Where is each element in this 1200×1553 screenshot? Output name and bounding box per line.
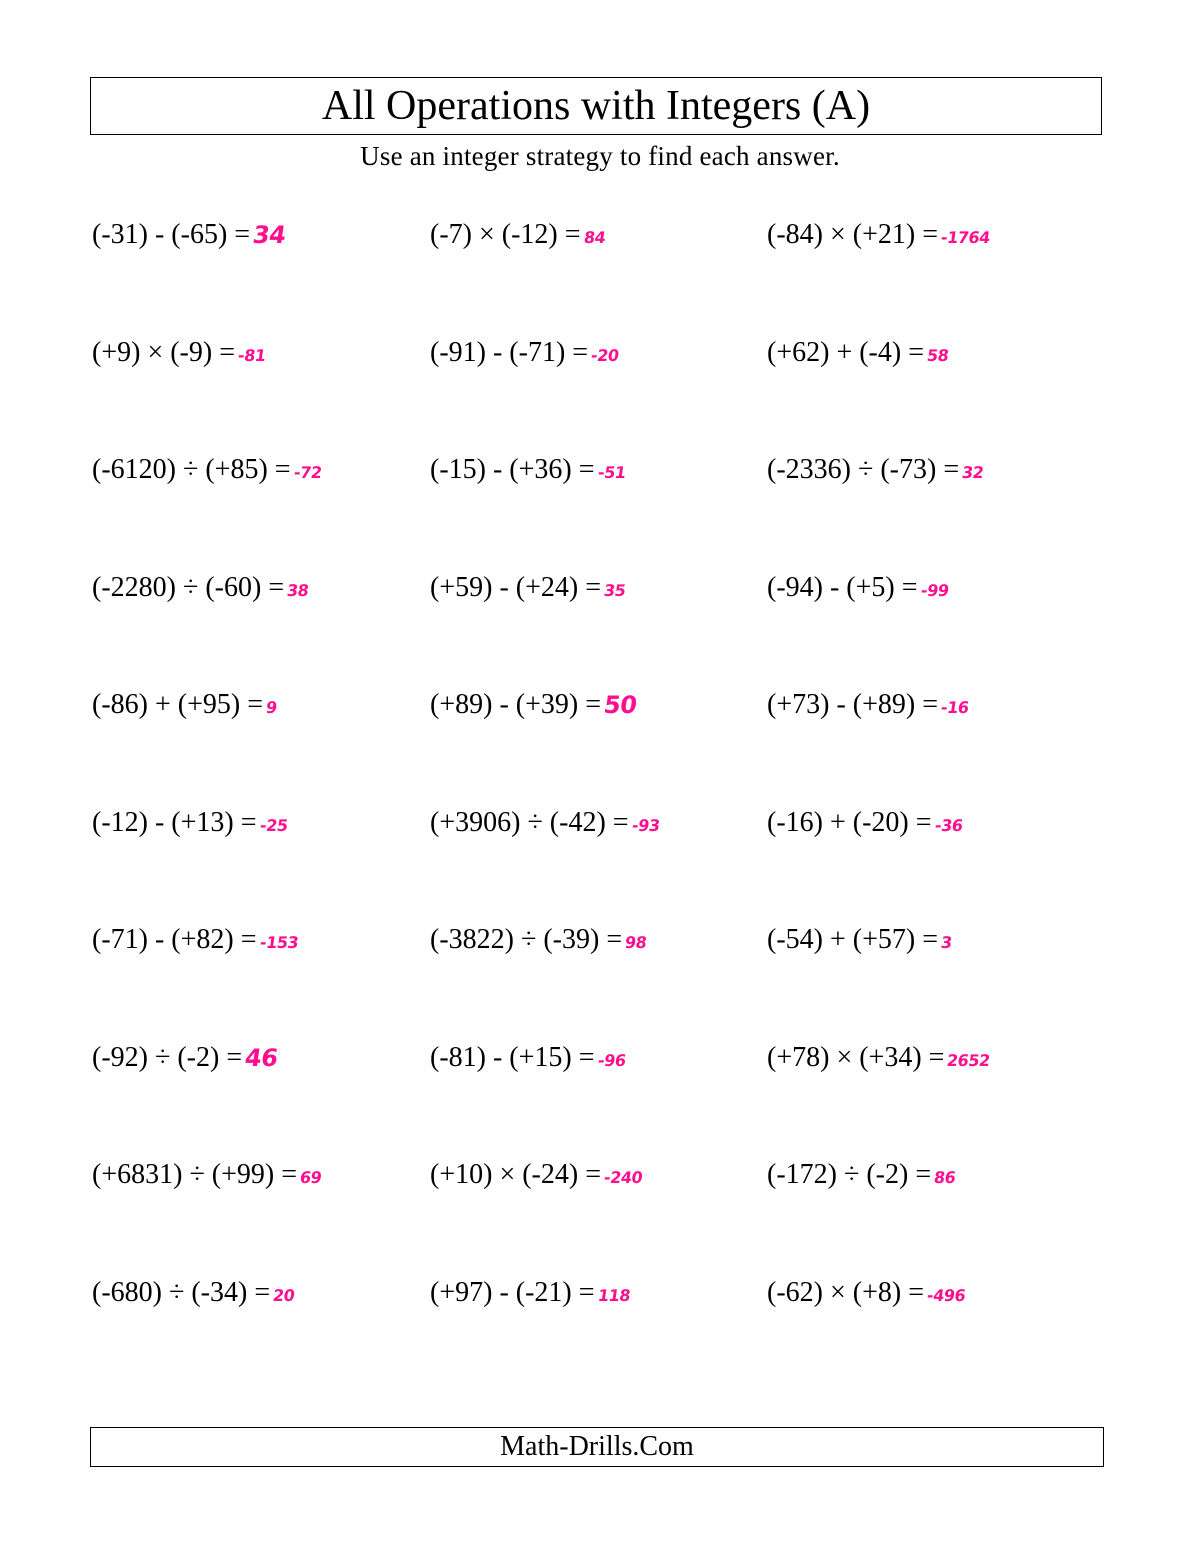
problem [430, 920, 767, 1038]
handwritten-answer: 46 [243, 1043, 280, 1072]
handwritten-answer: 2652 [946, 1050, 992, 1070]
handwritten-answer: -20 [589, 345, 620, 365]
handwritten-answer: -25 [258, 815, 289, 835]
problem-expression: (+59) - (+24) = [430, 571, 601, 603]
footer-text: Math-Drills.Com [500, 1431, 694, 1462]
problem-expression: (+9) × (-9) = [92, 336, 235, 368]
handwritten-answer: 50 [602, 691, 639, 719]
problem-expression: (-2336) ÷ (-73) = [767, 454, 960, 485]
problem [430, 1273, 767, 1391]
problem [92, 1273, 430, 1391]
handwritten-answer: 38 [285, 580, 310, 600]
handwritten-answer: -99 [919, 580, 950, 600]
problem-expression: (+97) - (-21) = [430, 1276, 595, 1308]
handwritten-answer: -16 [939, 698, 970, 717]
problem [767, 685, 1142, 803]
handwritten-answer: 98 [623, 933, 648, 952]
title-box [90, 77, 1102, 135]
problem [767, 333, 1142, 451]
handwritten-answer: -153 [258, 933, 299, 952]
problem [430, 685, 767, 803]
problem [92, 450, 430, 568]
problem-expression: (-7) × (-12) = [430, 219, 581, 250]
problem [767, 1273, 1142, 1391]
problem-expression: (-91) - (-71) = [430, 336, 589, 368]
handwritten-answer: -93 [630, 815, 661, 835]
handwritten-answer: 9 [264, 698, 279, 717]
footer-box [90, 1427, 1104, 1467]
handwritten-answer: -36 [933, 815, 964, 835]
problem [767, 568, 1142, 686]
handwritten-answer: 3 [939, 933, 954, 952]
handwritten-answer: 69 [298, 1168, 323, 1187]
problem-expression: (-2280) ÷ (-60) = [92, 571, 285, 603]
problem-expression: (-71) - (+82) = [92, 924, 257, 955]
problem [767, 1038, 1142, 1156]
problem [92, 215, 430, 333]
problem [767, 920, 1142, 1038]
handwritten-answer: -1764 [939, 228, 992, 247]
handwritten-answer: -496 [925, 1285, 967, 1305]
problem-expression: (-62) × (+8) = [767, 1276, 924, 1308]
problem [92, 1038, 430, 1156]
handwritten-answer: 35 [602, 580, 627, 600]
problem [767, 1155, 1142, 1273]
problem [92, 920, 430, 1038]
problem-expression: (-12) - (+13) = [92, 806, 257, 838]
problem [430, 568, 767, 686]
problem-expression: (-172) ÷ (-2) = [767, 1159, 932, 1190]
problem-expression: (+3906) ÷ (-42) = [430, 806, 629, 838]
problem-expression: (-84) × (+21) = [767, 219, 938, 250]
problem-expression: (-81) - (+15) = [430, 1041, 595, 1073]
problem-expression: (-16) + (-20) = [767, 806, 932, 838]
handwritten-answer: -96 [596, 1050, 627, 1070]
problem-expression: (+78) × (+34) = [767, 1041, 945, 1073]
problem [92, 568, 430, 686]
problem [92, 803, 430, 921]
problem [430, 1155, 767, 1273]
problem-expression: (-94) - (+5) = [767, 571, 918, 603]
handwritten-answer: 34 [251, 221, 288, 249]
problem [92, 685, 430, 803]
handwritten-answer: 58 [925, 345, 950, 365]
handwritten-answer: -72 [292, 463, 323, 482]
problem [767, 450, 1142, 568]
instructions: Use an integer strategy to find each answer. [360, 141, 840, 171]
handwritten-answer: 86 [932, 1168, 957, 1187]
problem-expression: (-92) ÷ (-2) = [92, 1041, 243, 1073]
problem [767, 803, 1142, 921]
problem-expression: (+10) × (-24) = [430, 1159, 601, 1190]
problem [92, 333, 430, 451]
problem-expression: (-3822) ÷ (-39) = [430, 924, 623, 955]
handwritten-answer: -240 [602, 1168, 644, 1187]
handwritten-answer: -51 [596, 463, 627, 482]
problem [430, 1038, 767, 1156]
worksheet-title: All Operations with Integers (A) [321, 83, 871, 129]
handwritten-answer: 20 [271, 1285, 296, 1305]
problem-grid [92, 215, 1142, 1395]
handwritten-answer: -81 [236, 345, 267, 365]
problem [430, 215, 767, 333]
problem-expression: (-31) - (-65) = [92, 219, 251, 250]
problem [430, 803, 767, 921]
problem-expression: (-54) + (+57) = [767, 924, 938, 955]
problem-expression: (+62) + (-4) = [767, 336, 924, 368]
problem-expression: (-680) ÷ (-34) = [92, 1276, 271, 1308]
problem-expression: (-86) + (+95) = [92, 689, 263, 720]
handwritten-answer: 84 [582, 228, 607, 247]
problem-expression: (-15) - (+36) = [430, 454, 595, 485]
problem-expression: (+73) - (+89) = [767, 689, 938, 720]
problem [430, 333, 767, 451]
handwritten-answer: 32 [960, 463, 985, 482]
problem-expression: (+89) - (+39) = [430, 689, 601, 720]
problem [767, 215, 1142, 333]
problem [92, 1155, 430, 1273]
problem-expression: (-6120) ÷ (+85) = [92, 454, 291, 485]
problem [430, 450, 767, 568]
problem-expression: (+6831) ÷ (+99) = [92, 1159, 298, 1190]
handwritten-answer: 118 [596, 1285, 631, 1305]
